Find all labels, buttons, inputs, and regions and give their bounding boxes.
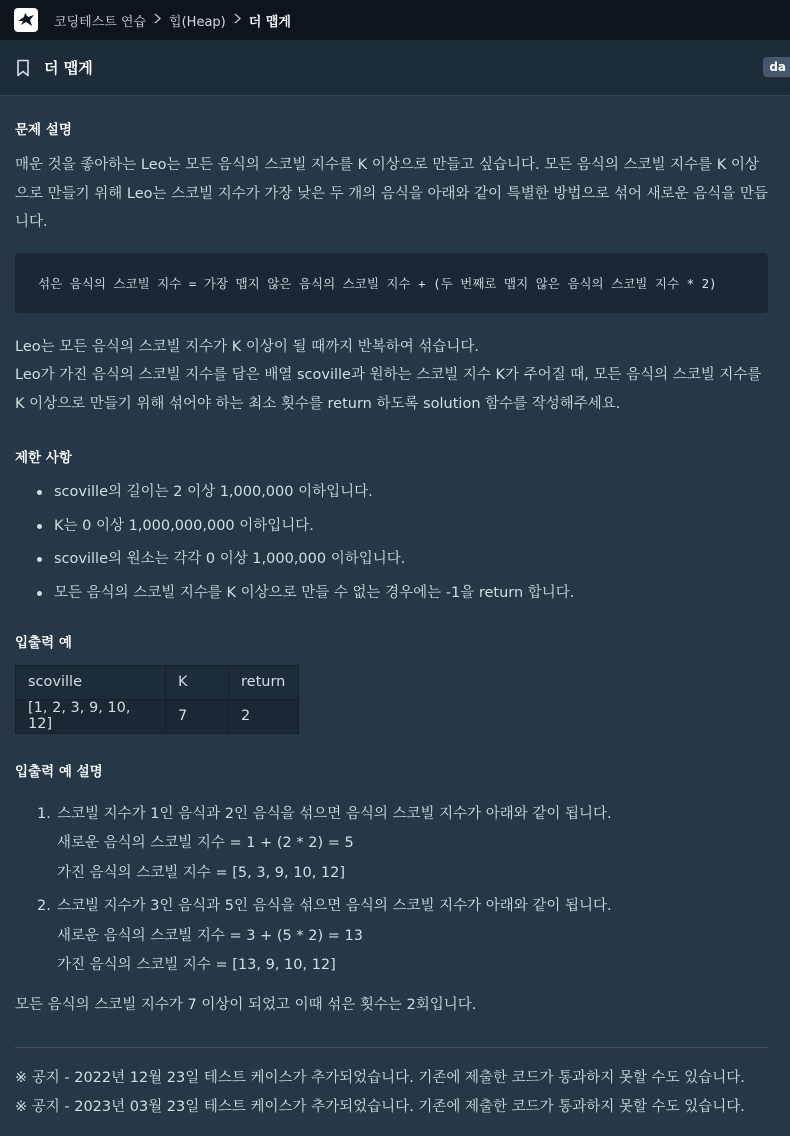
problem-title-bar: [0, 40, 790, 96]
step-number: 2.: [37, 898, 51, 914]
breadcrumb: [54, 11, 291, 30]
bird-logo-icon: [17, 12, 35, 28]
description-paragraph-2: [15, 333, 768, 419]
notice-line: ※ 공지 - 2022년 12월 23일 테스트 케이스가 추가되었습니다. 기존에 제출한 코드가 통과하지 못할 수도 있습니다.: [15, 1069, 745, 1086]
step-number: 1.: [37, 805, 51, 822]
description-heading: 문제 설명: [15, 122, 72, 138]
table-cell: [1, 2, 3, 9, 10, 12]: [16, 699, 166, 733]
notice-line: ※ 공지 - 2023년 03월 23일 테스트 케이스가 추가되었습니다. 기존에 제출한 코드가 통과하지 못할 수도 있습니다.: [15, 1098, 745, 1115]
explanation-step: [37, 892, 768, 981]
step-line: 가진 음식의 스코빌 지수 = [5, 3, 9, 10, 12]: [57, 864, 346, 881]
description-line: Leo가 가진 음식의 스코빌 지수를 담은 배열 scoville과 원하는 스코빌 지수 K가 주어질 때, 모든 음식의 스코빌 지수를 K 이상으로 만들기 위해 섞어야 하는 최소 횟수를 return 하도록 solution 함수를 작성해주세요.: [15, 367, 762, 412]
explanation-step: [37, 800, 768, 889]
description-paragraph: 매운 것을 좋아하는 Leo는 모든 음식의 스코빌 지수를 K 이상으로 만들고 싶습니다. 모든 음식의 스코빌 지수를 K 이상으로 만들기 위해 Leo는 스코빌 지수가 가장 낮은 두 개의 음식을 아래와 같이 특별한 방법으로 섞어 새로운 음식을 만듭니다.: [15, 157, 768, 230]
constraint-item: scoville의 원소는 각각 0 이상 1,000,000 이하입니다.: [37, 549, 768, 569]
formula-code-block: 섞은 음식의 스코빌 지수 = 가장 맵지 않은 음식의 스코빌 지수 + (두 번째로 맵지 않은 음식의 스코빌 지수 * 2): [15, 253, 768, 313]
table-row: [16, 699, 299, 733]
step-line: 새로운 음식의 스코빌 지수 = 1 + (2 * 2) = 5: [57, 835, 354, 851]
constraint-item: K는 0 이상 1,000,000,000 이하입니다.: [37, 516, 768, 536]
step-line: 가진 음식의 스코빌 지수 = [13, 9, 10, 12]: [57, 957, 336, 973]
io-example-heading: 입출력 예: [15, 634, 72, 651]
table-cell: 7: [166, 699, 229, 733]
breadcrumb-coding-test[interactable]: 코딩테스트 연습: [54, 14, 147, 30]
table-header-cell: scoville: [16, 665, 166, 699]
explanation-summary: 모든 음식의 스코빌 지수가 7 이상이 되었고 이때 섞은 횟수는 2회입니다.: [15, 996, 477, 1013]
description-line: Leo는 모든 음식의 스코빌 지수가 K 이상이 될 때까지 반복하여 섞습니다.: [15, 338, 480, 355]
constraint-item: 모든 음식의 스코빌 지수를 K 이상으로 만들 수 없는 경우에는 -1을 return 합니다.: [37, 583, 768, 603]
table-cell: 2: [229, 699, 299, 733]
io-explanation-heading: 입출력 예 설명: [15, 763, 103, 780]
constraint-item: scoville의 길이는 2 이상 1,000,000 이하입니다.: [37, 482, 768, 502]
step-line: 스코빌 지수가 1인 음식과 2인 음식을 섞으면 음식의 스코빌 지수가 아래와 같이 됩니다.: [57, 805, 612, 822]
table-header-cell: K: [166, 665, 229, 699]
language-badge[interactable]: da: [763, 57, 790, 77]
step-line: 새로운 음식의 스코빌 지수 = 3 + (5 * 2) = 13: [57, 927, 363, 944]
constraints-list: [37, 482, 768, 603]
chevron-right-icon: [234, 13, 241, 28]
table-header-row: [16, 665, 299, 699]
top-navigation-bar: [0, 0, 790, 40]
explanation-list: [37, 800, 768, 981]
divider: [15, 1047, 768, 1048]
problem-title: 더 맵게: [44, 59, 93, 77]
step-line: 스코빌 지수가 3인 음식과 5인 음식을 섞으면 음식의 스코빌 지수가 아래와 같이 됩니다.: [57, 898, 612, 914]
constraints-heading: 제한 사항: [15, 450, 72, 466]
breadcrumb-heap[interactable]: 힙(Heap): [169, 14, 226, 30]
programmers-logo[interactable]: [14, 8, 38, 32]
bookmark-icon[interactable]: [16, 59, 30, 77]
table-header-cell: return: [229, 665, 299, 699]
breadcrumb-current: 더 맵게: [248, 14, 291, 30]
io-example-table: [15, 665, 299, 734]
problem-content: [0, 96, 790, 1122]
chevron-right-icon: [154, 13, 161, 28]
